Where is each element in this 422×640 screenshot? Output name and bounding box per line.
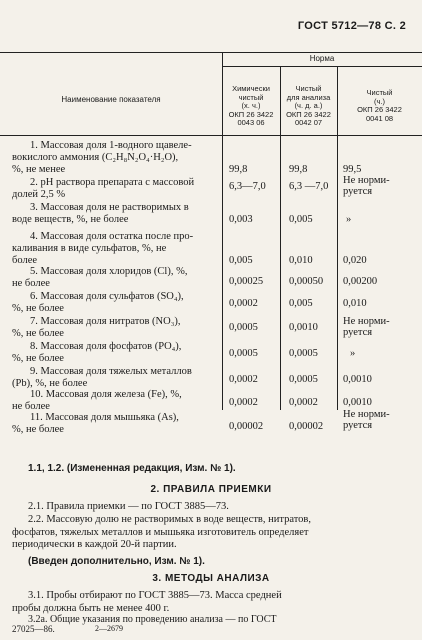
intro-note: (Введен дополнительно, Изм. № 1). bbox=[28, 556, 205, 567]
page-header-code: ГОСТ 5712—78 С. 2 bbox=[297, 20, 406, 32]
change-note: 1.1, 1.2. (Измененная редакция, Изм. № 1). bbox=[28, 463, 236, 474]
norm-header: Норма bbox=[309, 54, 335, 63]
column-header-chem-pure: Химически чистый (х. ч.) ОКП 26 3422 0043 06 bbox=[228, 84, 274, 127]
section-2-title: 2. ПРАВИЛА ПРИЕМКИ bbox=[150, 484, 272, 495]
clause-2-2: 2.2. Массовую долю не растворимых в воде веществ, нитратов, фосфатов, тяжелых металлов и мышьяка изготовитель определяет периодически в каждой 20-й партии. bbox=[12, 514, 312, 550]
table-top-rule bbox=[0, 52, 422, 53]
clause-2-1: 2.1. Правила приемки — по ГОСТ 3885—73. bbox=[28, 501, 229, 512]
section-3-title: 3. МЕТОДЫ АНАЛИЗА bbox=[152, 573, 270, 584]
column-header-pure: Чистый (ч.) ОКП 26 3422 0041 08 bbox=[357, 88, 402, 123]
name-column-header: Наименование показателя bbox=[61, 95, 161, 104]
table-header-bottom-rule bbox=[0, 135, 422, 136]
clause-3-1: 3.1. Пробы отбирают по ГОСТ 3885—73. Масса средней пробы должна быть не менее 400 г. bbox=[12, 590, 282, 614]
page-footer-code: 2—2679 bbox=[95, 624, 123, 633]
clause-3-2a: 3.2а. Общие указания по проведению анализа — по ГОСТ bbox=[28, 614, 277, 625]
norm-header-rule bbox=[222, 66, 422, 67]
clause-3-2a-cont: 27025—86. bbox=[12, 624, 55, 634]
column-header-analytical: Чистый для анализа (ч. д. а.) ОКП 26 3422 0042 07 bbox=[286, 84, 331, 127]
